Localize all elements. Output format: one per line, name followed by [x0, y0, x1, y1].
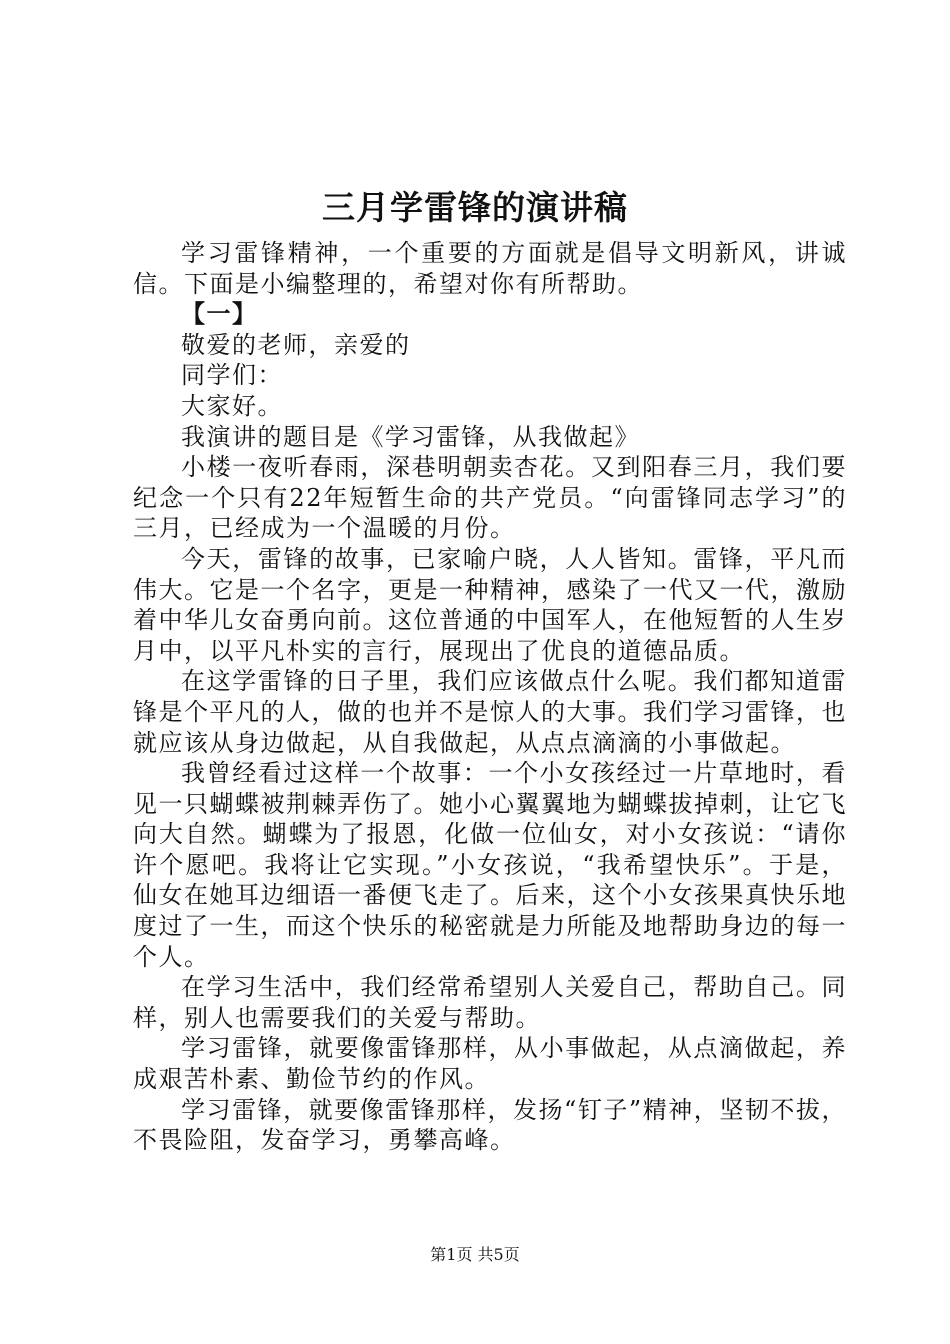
document-body [133, 238, 847, 1156]
greeting-line: 大家好。 [181, 391, 283, 420]
section-heading: 【一】 [181, 299, 258, 329]
body-paragraph: 学习雷锋精神，一个重要的方面就是倡导文明新风，讲诚信。下面是小编整理的，希望对你有所帮助。 [133, 239, 847, 298]
page-number-footer: 第1页 共5页 [430, 1245, 520, 1264]
body-paragraph: 在学习生活中，我们经常希望别人关爱自己，帮助自己。同样，别人也需要我们的关爱与帮助。 [133, 973, 847, 1032]
speech-topic-line: 我演讲的题目是《学习雷锋，从我做起》 [181, 422, 640, 451]
salutation-line: 同学们： [181, 361, 283, 390]
body-paragraph: 学习雷锋，就要像雷锋那样，发扬“钉子”精神，坚韧不拔，不畏险阻，发奋学习，勇攀高峰。 [133, 1095, 847, 1155]
body-paragraph: 今天，雷锋的故事，已家喻户晓，人人皆知。雷锋，平凡而伟大。它是一个名字，更是一种精神，感染了一代又一代，激励着中华儿女奋勇向前。这位普通的中国军人，在他短暂的人生岁月中，以平凡朴实的言行，展现出了优良的道德品质。 [133, 544, 847, 665]
body-paragraph: 我曾经看过这样一个故事：一个小女孩经过一片草地时，看见一只蝴蝶被荆棘弄伤了。她小心翼翼地为蝴蝶拔掉刺，让它飞向大自然。蝴蝶为了报恩，化做一位仙女，对小女孩说：“请你许个愿吧。我将让它实现。”小女孩说，“我希望快乐”。于是，仙女在她耳边细语一番便飞走了。后来，这个小女孩果真快乐地度过了一生，而这个快乐的秘密就是力所能及地帮助身边的每一个人。 [133, 759, 847, 971]
body-paragraph: 在这学雷锋的日子里，我们应该做点什么呢。我们都知道雷锋是个平凡的人，做的也并不是惊人的大事。我们学习雷锋，也就应该从身边做起，从自我做起，从点点滴滴的小事做起。 [133, 667, 847, 757]
document-title: 三月学雷锋的演讲稿 [322, 188, 628, 227]
body-paragraph: 小楼一夜听春雨，深巷明朝卖杏花。又到阳春三月，我们要纪念一个只有22年短暂生命的共产党员。“向雷锋同志学习”的三月，已经成为一个温暖的月份。 [133, 453, 847, 543]
salutation-line: 敬爱的老师，亲爱的 [181, 330, 411, 359]
body-paragraph: 学习雷锋，就要像雷锋那样，从小事做起，从点滴做起，养成艰苦朴素、勤俭节约的作风。 [133, 1034, 847, 1094]
